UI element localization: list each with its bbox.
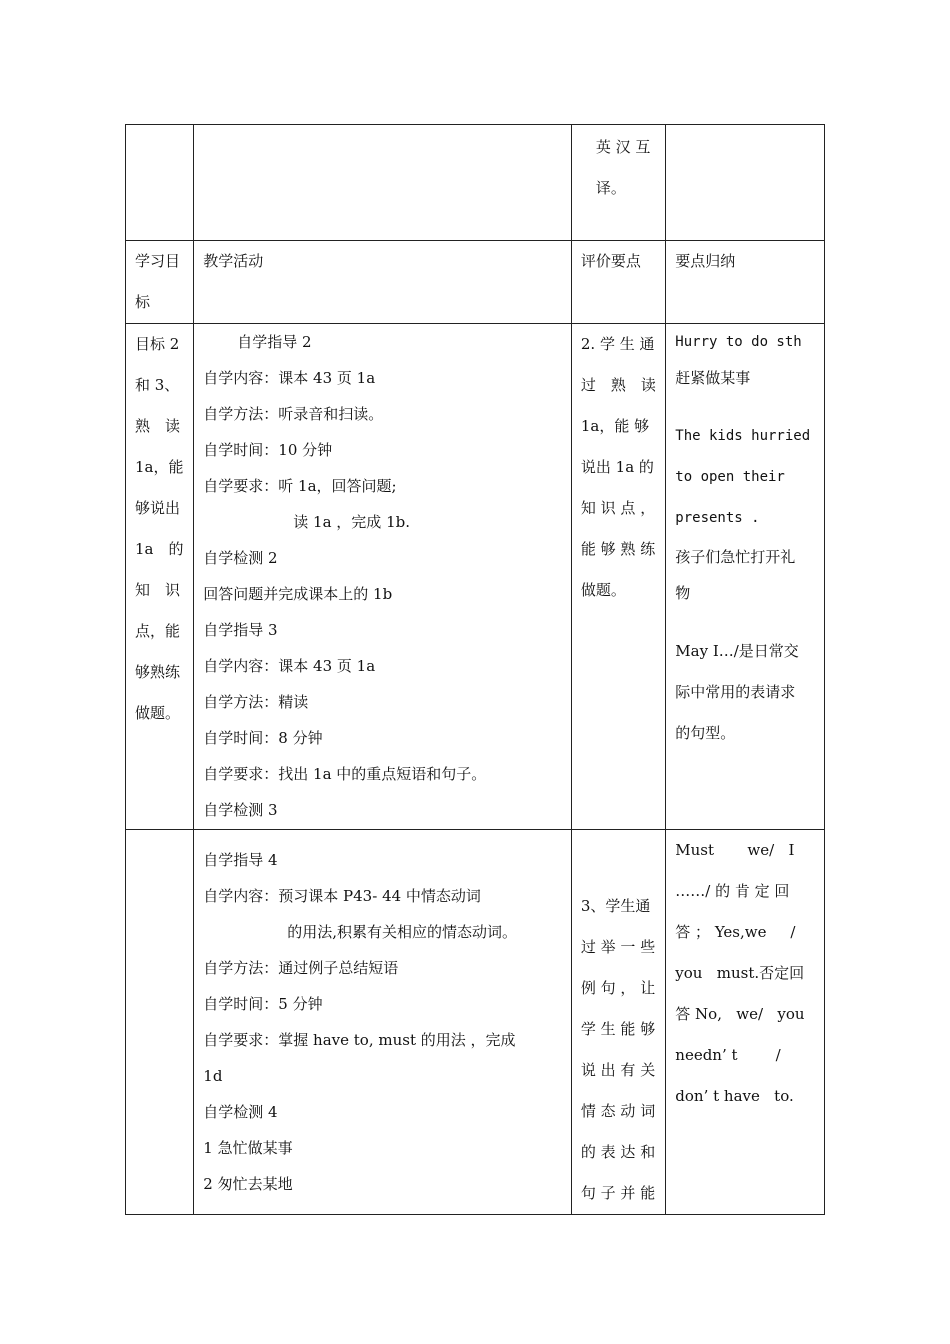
- summary-line: 答 ； Yes,we /: [675, 923, 796, 941]
- row3-activity-cell: [194, 830, 572, 1215]
- eval-line: 情 态 动 词: [580, 1102, 656, 1120]
- activity-line: 自学要求：找出 1a 中的重点短语和句子。: [203, 765, 487, 783]
- eval-line: 说 出 有 关: [580, 1061, 656, 1079]
- row3-summary-cell: [666, 830, 825, 1215]
- activity-line: 自学要求：掌握 have to, must 的用法 ，完成: [203, 1031, 516, 1049]
- summary-line: May I…/是日常交: [675, 642, 799, 660]
- activity-line: 自学指导 4: [203, 851, 278, 869]
- activity-line: 2 匆忙去某地: [203, 1175, 293, 1193]
- summary-line: 的句型。: [675, 724, 736, 742]
- summary-line: 孩子们急忙打开礼: [675, 548, 796, 566]
- activity-line: 自学时间：10 分钟: [203, 441, 333, 459]
- activity-line: 回答问题并完成课本上的 1b: [203, 585, 393, 603]
- row0-goal-cell: [126, 125, 194, 241]
- row0-activity-cell: [194, 125, 572, 241]
- summary-line: 物: [675, 584, 691, 602]
- eval-line: 例 句 ， 让: [580, 979, 656, 997]
- eval-line: 英 汉 互: [595, 138, 651, 156]
- goal-line: 和 3、: [135, 376, 180, 394]
- header-goal-line: 标: [135, 293, 151, 311]
- header-evaluation: [571, 241, 665, 324]
- activity-line: 1d: [203, 1067, 223, 1085]
- header-row: [126, 241, 825, 324]
- eval-line: 3、学生通: [580, 897, 651, 915]
- summary-line: needn’ t /: [675, 1046, 781, 1064]
- row2-eval-cell: [571, 324, 665, 830]
- header-summary: [666, 241, 825, 324]
- eval-line: 1a，能 够: [580, 417, 650, 435]
- goal-line: 做题。: [135, 704, 181, 722]
- activity-line: 自学内容：课本 43 页 1a: [203, 369, 376, 387]
- goal-line: 够熟练: [135, 663, 181, 681]
- goal-4-row: [126, 830, 825, 1215]
- activity-line: 自学方法：通过例子总结短语: [203, 959, 399, 977]
- eval-line: 2. 学 生 通: [580, 335, 655, 353]
- activity-line: 1 急忙做某事: [203, 1139, 293, 1157]
- summary-line: 答 No, we/ you: [675, 1005, 805, 1023]
- goal-line: 1a，能: [135, 458, 184, 476]
- eval-line: 学 生 能 够: [580, 1020, 656, 1038]
- goal-line: 熟 读: [135, 417, 181, 435]
- goal-line: 点，能: [135, 622, 181, 640]
- eval-line: 译。: [595, 179, 626, 197]
- activity-line: 自学内容：预习课本 P43- 44 中情态动词: [203, 887, 481, 905]
- activity-line: 自学检测 2: [203, 549, 278, 567]
- header-goal: [126, 241, 194, 324]
- eval-line: 过 举 一 些: [580, 938, 656, 956]
- continuation-row: [126, 125, 825, 241]
- header-activity: [194, 241, 572, 324]
- header-summary-label: 要点归纳: [675, 252, 736, 270]
- eval-line: 过 熟 读: [580, 376, 656, 394]
- activity-line: 读 1a ，完成 1b.: [293, 513, 410, 531]
- summary-line: 际中常用的表请求: [675, 683, 796, 701]
- goal-line: 知 识: [135, 581, 181, 599]
- activity-line: 自学指导 3: [203, 621, 278, 639]
- activity-line: 自学方法：精读: [203, 693, 309, 711]
- summary-line: Must we/ I: [675, 841, 795, 859]
- summary-line: The kids hurried: [675, 428, 811, 444]
- header-activity-label: 教学活动: [203, 252, 264, 270]
- eval-line: 能 够 熟 练: [580, 540, 656, 558]
- summary-line: 赶紧做某事: [675, 369, 751, 387]
- lesson-plan-table: [125, 124, 825, 1215]
- activity-line: 自学时间：5 分钟: [203, 995, 323, 1013]
- eval-line: 做题。: [580, 581, 626, 599]
- row3-eval-cell: [571, 830, 665, 1215]
- eval-line: 知 识 点 ，: [580, 499, 656, 517]
- goal-line: 目标 2: [135, 335, 180, 353]
- goal-line: 够说出: [135, 499, 181, 517]
- summary-line: presents .: [675, 510, 760, 526]
- activity-line: 的用法,积累有关相应的情态动词。: [287, 923, 518, 941]
- activity-line: 自学时间：8 分钟: [203, 729, 323, 747]
- row2-goal-cell: [126, 324, 194, 830]
- row3-goal-cell: [126, 830, 194, 1215]
- summary-line: you must.否定回: [675, 964, 805, 982]
- header-evaluation-label: 评价要点: [580, 252, 641, 270]
- activity-line: 自学指导 2: [237, 333, 312, 351]
- summary-line: to open their: [675, 469, 785, 485]
- activity-line: 自学检测 4: [203, 1103, 278, 1121]
- activity-line: 自学检测 3: [203, 801, 278, 819]
- summary-line: ……/ 的 肯 定 回: [675, 882, 790, 900]
- eval-line: 的 表 达 和: [580, 1143, 656, 1161]
- goal-line: 1a 的: [135, 540, 184, 558]
- summary-line: Hurry to do sth: [675, 334, 802, 350]
- activity-line: 自学要求：听 1a，回答问题;: [203, 477, 397, 495]
- row0-summary-cell: [666, 125, 825, 241]
- eval-line: 句 子 并 能: [580, 1184, 656, 1202]
- activity-line: 自学方法：听录音和扫读。: [203, 405, 384, 423]
- goal-2-3-row: [126, 324, 825, 830]
- row2-summary-cell: [666, 324, 825, 830]
- row2-activity-cell: [194, 324, 572, 830]
- header-goal-line: 学习目: [135, 252, 181, 270]
- row0-eval-cell: [571, 125, 665, 241]
- activity-line: 自学内容：课本 43 页 1a: [203, 657, 376, 675]
- summary-line: don’ t have to.: [675, 1087, 794, 1105]
- eval-line: 说出 1a 的: [580, 458, 654, 476]
